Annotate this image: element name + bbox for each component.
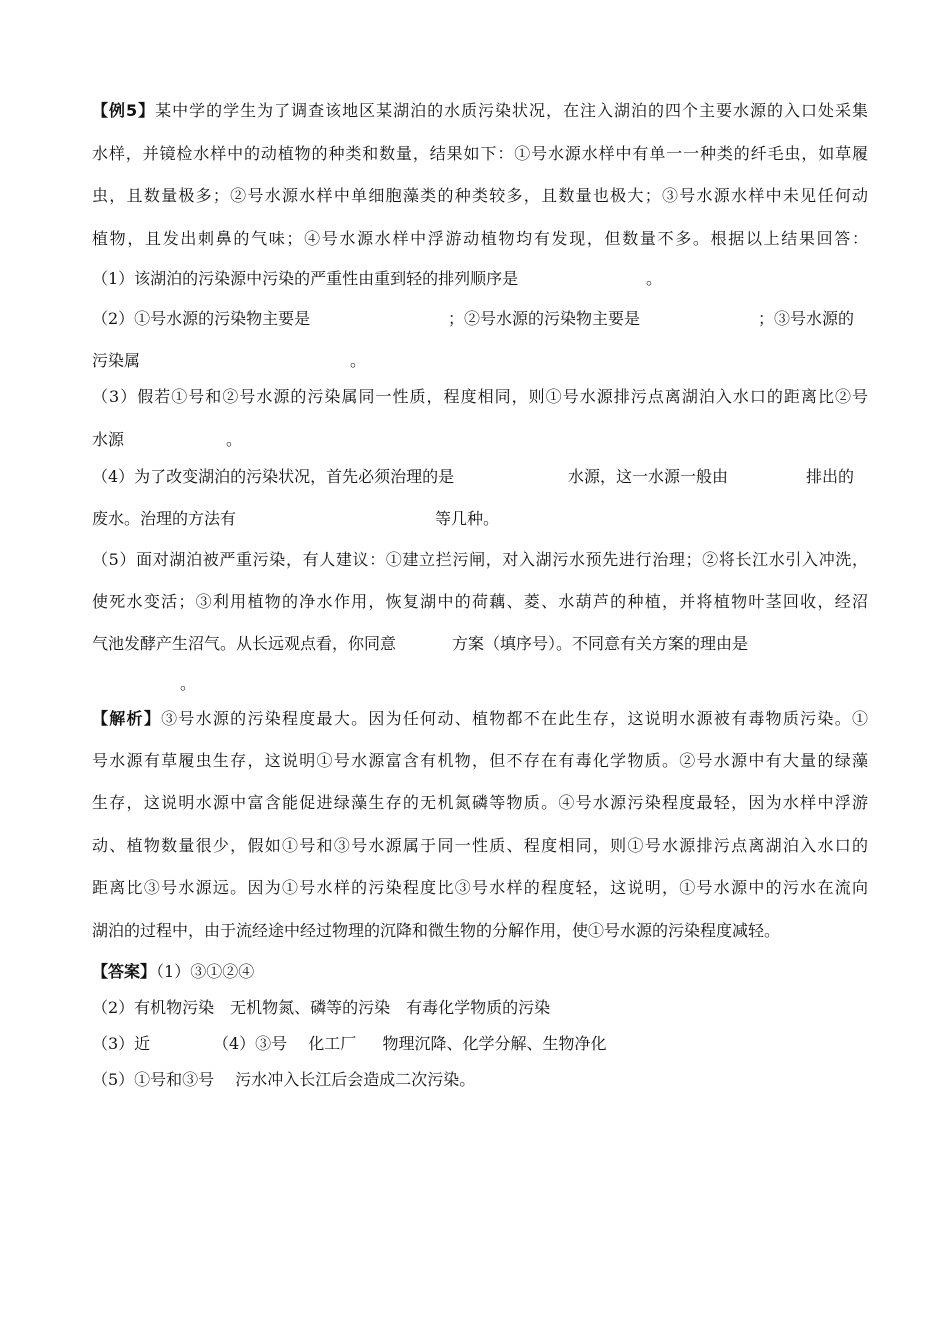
q4-part-d: 废水。治理的方法有 xyxy=(92,509,237,528)
q5-line-1: （5）面对湖泊被严重污染，有人建议：①建立拦污闸，对入湖污水预先进行治理；②将长江水引入冲洗， xyxy=(92,550,868,569)
question-line-4: 植物，且发出刺鼻的气味；④号水源水样中浮游动植物均有发现，但数量不多。根据以上结果回答： xyxy=(92,229,868,248)
q1-end: 。 xyxy=(646,269,663,288)
analysis-line-4: 动、植物数量很少，假如①号和③号水源属于同一性质、程度相同，则①号水源排污点离湖泊入水口的 xyxy=(92,836,868,855)
q1-text: （1）该湖泊的污染源中污染的严重性由重到轻的排列顺序是 xyxy=(92,269,519,288)
q4-part-a: （4）为了改变湖泊的污染状况，首先必须治理的是 xyxy=(92,467,455,486)
q2-part-d: 污染属 xyxy=(92,351,141,370)
question-line-2: 水样，并镜检水样中的动植物的种类和数量，结果如下：①号水源水样中有单一一种类的纤毛虫，如草履 xyxy=(92,144,868,163)
q3-line-1: （3）假若①号和②号水源的污染属同一性质，程度相同，则①号水源排污点离湖泊入水口的距离比②号 xyxy=(92,387,868,406)
q5-end: 。 xyxy=(180,674,197,693)
q2-part-c: ；③号水源的 xyxy=(758,309,855,328)
q5-part-d: 方案（填序号）。不同意有关方案的理由是 xyxy=(452,634,749,653)
q3-end: 。 xyxy=(226,430,243,449)
answer-line-3: （3）近 xyxy=(92,1034,151,1053)
q5-line-2: 使死水变活；③利用植物的净水作用，恢复湖中的荷藕、菱、水葫芦的种植，并将植物叶茎回收，经沼 xyxy=(92,592,868,611)
q4-part-c: 排出的 xyxy=(806,467,855,486)
answer-label: 【答案】 xyxy=(92,962,157,981)
q2-part-b: ；②号水源的污染物主要是 xyxy=(448,309,641,328)
q4-part-e: 等几种。 xyxy=(435,509,500,528)
q5-part-c: 气池发酵产生沼气。从长远观点看，你同意 xyxy=(92,634,397,653)
q2-part-a: （2）①号水源的污染物主要是 xyxy=(92,309,311,328)
analysis-line-5: 距离比③号水源远。因为①号水样的污染程度比③号水样的程度轻，这说明，①号水源中的污水在流向 xyxy=(92,878,868,897)
answer-line-4: （4）③号 化工厂 物理沉降、化学分解、生物净化 xyxy=(213,1034,607,1053)
analysis-line-1: 【解析】③号水源的污染程度最大。因为任何动、植物都不在此生存，这说明水源被有毒物质污染。① xyxy=(92,709,868,728)
q4-part-b: 水源，这一水源一般由 xyxy=(568,467,729,486)
question-line-3: 虫，且数量极多；②号水源水样中单细胞藻类的种类较多，且数量也极大；③号水源水样中未见任何动 xyxy=(92,186,868,205)
question-line-1: 【例5】某中学的学生为了调查该地区某湖泊的水质污染状况，在注入湖泊的四个主要水源的入口处采集 xyxy=(92,101,868,120)
analysis-line-2: 号水源有草履虫生存，这说明①号水源富含有机物，但不存在有毒化学物质。②号水源中有大量的绿藻 xyxy=(92,751,868,770)
q3-line-2: 水源 xyxy=(92,430,125,449)
example-label: 【例5】 xyxy=(92,101,156,120)
answer-line-1: 【答案】（1）③①②④ xyxy=(92,962,255,981)
q2-end: 。 xyxy=(350,351,367,370)
answer-line-5: （5）①号和③号 污水冲入长江后会造成二次污染。 xyxy=(92,1070,476,1089)
answer-line-2: （2）有机物污染 无机物氮、磷等的污染 有毒化学物质的污染 xyxy=(92,998,551,1017)
analysis-line-3: 生存，这说明水源中富含能促进绿藻生存的无机氮磷等物质。④号水源污染程度最轻，因为水样中浮游 xyxy=(92,793,868,812)
analysis-line-6: 湖泊的过程中，由于流经途中经过物理的沉降和微生物的分解作用，使①号水源的污染程度减轻。 xyxy=(92,921,781,940)
analysis-label: 【解析】 xyxy=(92,709,162,728)
